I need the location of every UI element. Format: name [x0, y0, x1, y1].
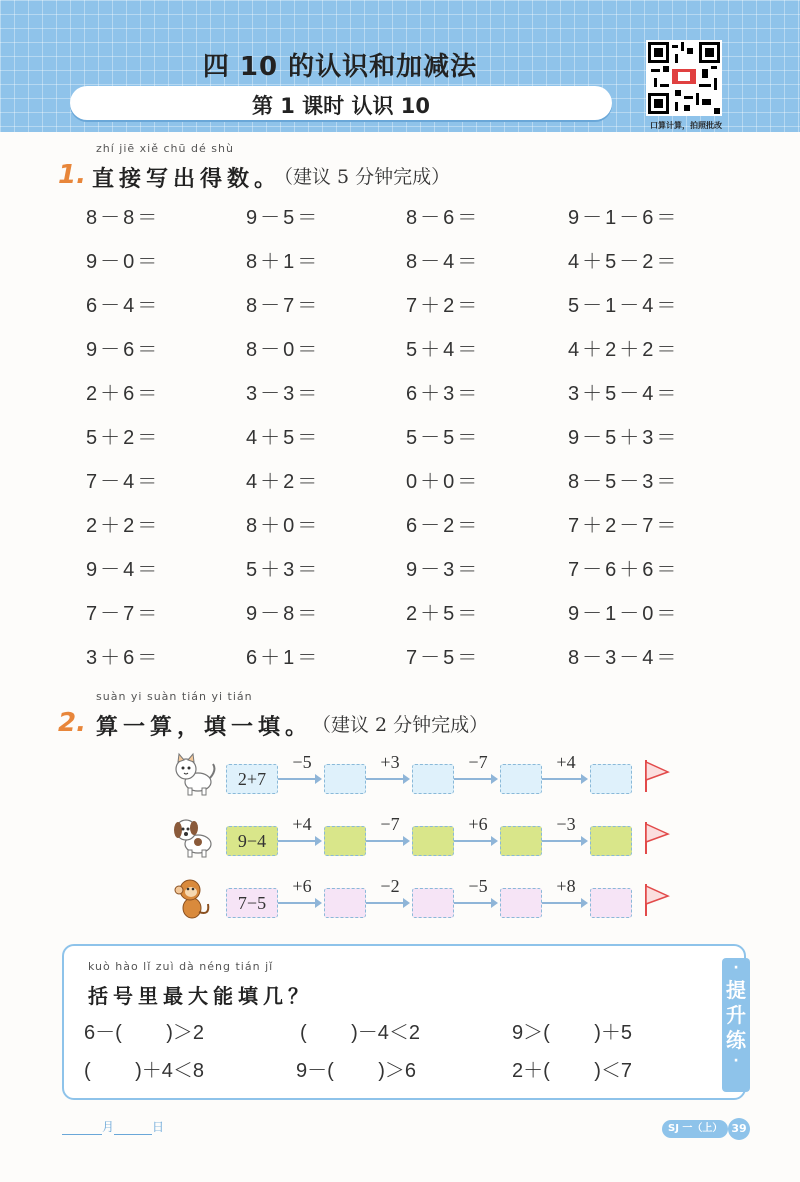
page-number: 39	[728, 1118, 750, 1140]
unit-title: 四 10 的认识和加减法	[202, 52, 478, 82]
answer-box[interactable]	[412, 888, 454, 918]
chain-operation: −3	[556, 814, 576, 834]
answer-box[interactable]	[590, 826, 632, 856]
equation[interactable]: 8－3－4＝	[568, 647, 680, 669]
chain-operation: +6	[292, 876, 312, 896]
header-band	[0, 0, 800, 132]
answer-box[interactable]	[590, 888, 632, 918]
chain-arrow	[366, 902, 408, 904]
section1-hint: （建议 5 分钟完成）	[274, 166, 451, 188]
practice-tab-char: 提	[726, 977, 746, 1002]
equation[interactable]: 8＋1＝	[246, 251, 321, 273]
equation[interactable]: 9－3＝	[406, 559, 481, 581]
equation[interactable]: 4＋2＋2＝	[568, 339, 680, 361]
lesson-title: 第 1 课时 认识 10	[251, 94, 431, 118]
equation-row	[86, 594, 726, 638]
chain-arrow	[454, 902, 496, 904]
chain-operation: −2	[380, 876, 400, 896]
equation-row	[86, 550, 726, 594]
chain-operation: −5	[292, 752, 312, 772]
equation[interactable]: 2＋2＝	[86, 515, 161, 537]
chain-arrow	[454, 778, 496, 780]
equation-row	[86, 462, 726, 506]
flag-icon	[642, 820, 672, 856]
equation[interactable]: 6＋1＝	[246, 647, 321, 669]
mental-math-grid	[86, 198, 726, 682]
equation[interactable]: 7－5＝	[406, 647, 481, 669]
chain-operation: −5	[468, 876, 488, 896]
chain-arrow	[542, 902, 586, 904]
chain-arrow	[366, 778, 408, 780]
equation[interactable]: 9－8＝	[246, 603, 321, 625]
flag-icon	[642, 882, 672, 918]
equation[interactable]: 9－5＋3＝	[568, 427, 680, 449]
chain-arrow	[542, 840, 586, 842]
equation-row	[86, 330, 726, 374]
day-label: 日	[152, 1120, 165, 1134]
equation[interactable]: 8＋0＝	[246, 515, 321, 537]
equation[interactable]: 3＋5－4＝	[568, 383, 680, 405]
chain-start-box: 7−5	[226, 888, 278, 918]
equation[interactable]: 0＋0＝	[406, 471, 481, 493]
practice-pinyin: kuò hào lǐ zuì dà néng tián jǐ	[88, 960, 274, 973]
equation[interactable]: 9－6＝	[86, 339, 161, 361]
inequality-blank[interactable]: ( )＋4＜8	[84, 1060, 205, 1082]
monkey-icon	[170, 876, 218, 920]
equation-row	[86, 374, 726, 418]
equation[interactable]: 5＋3＝	[246, 559, 321, 581]
calc-chain	[170, 814, 670, 864]
equation[interactable]: 6＋3＝	[406, 383, 481, 405]
answer-box[interactable]	[500, 888, 542, 918]
chain-operation: −7	[468, 752, 488, 772]
lesson-band	[70, 86, 612, 120]
equation-row	[86, 198, 726, 242]
equation[interactable]: 5－1－4＝	[568, 295, 680, 317]
equation[interactable]: 5＋2＝	[86, 427, 161, 449]
inequality-blank[interactable]: 2＋( )＜7	[512, 1060, 633, 1082]
equation[interactable]: 2＋5＝	[406, 603, 481, 625]
practice-tab-char: 升	[726, 1002, 746, 1027]
equation[interactable]: 9－0＝	[86, 251, 161, 273]
section1-number: 1.	[58, 160, 86, 190]
equation[interactable]: 2＋6＝	[86, 383, 161, 405]
practice-title: 括号里最大能填几？	[88, 984, 313, 1008]
equation[interactable]: 9－4＝	[86, 559, 161, 581]
chain-start-box: 2+7	[226, 764, 278, 794]
section2-hint: （建议 2 分钟完成）	[312, 714, 489, 736]
month-label: 月	[102, 1120, 115, 1134]
equation[interactable]: 4＋2＝	[246, 471, 321, 493]
date-field[interactable]	[62, 1118, 164, 1135]
equation[interactable]: 8－8＝	[86, 207, 161, 229]
answer-box[interactable]	[500, 764, 542, 794]
answer-box[interactable]	[324, 826, 366, 856]
cat-icon	[170, 752, 218, 796]
inequality-blank[interactable]: 9＞( )＋5	[512, 1022, 633, 1044]
equation[interactable]: 7－7＝	[86, 603, 161, 625]
equation[interactable]: 8－5－3＝	[568, 471, 680, 493]
chain-arrow	[454, 840, 496, 842]
chain-operation: +4	[292, 814, 312, 834]
equation[interactable]: 6－4＝	[86, 295, 161, 317]
equation[interactable]: 4＋5－2＝	[568, 251, 680, 273]
qr-caption: 口算计算，拍照批改	[650, 121, 722, 130]
section2-pinyin: suàn yi suàn tián yi tián	[96, 690, 253, 703]
practice-tab: · 提 升 练 ·	[722, 958, 750, 1092]
chain-start-box: 9−4	[226, 826, 278, 856]
equation[interactable]: 7＋2－7＝	[568, 515, 680, 537]
equation[interactable]: 3＋6＝	[86, 647, 161, 669]
equation-row	[86, 286, 726, 330]
dog-icon	[170, 814, 218, 858]
chain-operation: −7	[380, 814, 400, 834]
equation[interactable]: 7－4＝	[86, 471, 161, 493]
calc-chain	[170, 752, 670, 802]
answer-box[interactable]	[590, 764, 632, 794]
chain-arrow	[278, 778, 320, 780]
answer-box[interactable]	[324, 764, 366, 794]
equation[interactable]: 7－6＋6＝	[568, 559, 680, 581]
equation[interactable]: 8－6＝	[406, 207, 481, 229]
section1-title: 直接写出得数。	[92, 167, 282, 192]
equation-row	[86, 418, 726, 462]
answer-box[interactable]	[324, 888, 366, 918]
practice-tab-char: 练	[726, 1027, 746, 1052]
equation[interactable]: 4＋5＝	[246, 427, 321, 449]
equation[interactable]: 9－5＝	[246, 207, 321, 229]
qr-code-icon[interactable]	[646, 40, 722, 116]
inequality-blank[interactable]: ( )－4＜2	[300, 1022, 421, 1044]
chain-arrow	[278, 840, 320, 842]
chain-operation: +6	[468, 814, 488, 834]
inequality-blank[interactable]: 6－( )＞2	[84, 1022, 205, 1044]
equation[interactable]: 5＋4＝	[406, 339, 481, 361]
section2-title: 算一算，填一填。	[96, 715, 313, 740]
answer-box[interactable]	[500, 826, 542, 856]
equation[interactable]: 9－1－6＝	[568, 207, 680, 229]
chain-arrow	[366, 840, 408, 842]
chain-operation: +3	[380, 752, 400, 772]
grade-tag: SJ 一（上）	[662, 1120, 728, 1138]
section2-number: 2.	[58, 708, 86, 738]
equation-row	[86, 242, 726, 286]
chain-operation: +8	[556, 876, 576, 896]
inequality-blank[interactable]: 9－( )＞6	[296, 1060, 417, 1082]
chain-arrow	[278, 902, 320, 904]
equation[interactable]: 8－7＝	[246, 295, 321, 317]
equation[interactable]: 6－2＝	[406, 515, 481, 537]
equation[interactable]: 3－3＝	[246, 383, 321, 405]
equation[interactable]: 7＋2＝	[406, 295, 481, 317]
answer-box[interactable]	[412, 826, 454, 856]
equation[interactable]: 5－5＝	[406, 427, 481, 449]
chain-operation: +4	[556, 752, 576, 772]
equation[interactable]: 8－4＝	[406, 251, 481, 273]
answer-box[interactable]	[412, 764, 454, 794]
section1-pinyin: zhí jiē xiě chū dé shù	[96, 142, 234, 155]
equation-row	[86, 638, 726, 682]
equation-row	[86, 506, 726, 550]
flag-icon	[642, 758, 672, 794]
equation[interactable]: 8－0＝	[246, 339, 321, 361]
chain-arrow	[542, 778, 586, 780]
calc-chain	[170, 876, 670, 926]
equation[interactable]: 9－1－0＝	[568, 603, 680, 625]
